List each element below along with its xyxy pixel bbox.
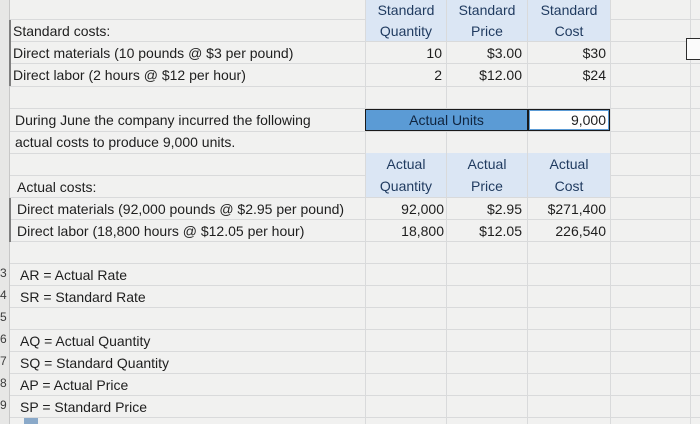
definition-aq[interactable]: AQ = Actual Quantity (20, 333, 151, 349)
actual-quantity-header[interactable] (366, 153, 446, 197)
definition-ar[interactable]: AR = Actual Rate (20, 267, 128, 283)
row-number[interactable]: 8 (0, 376, 7, 390)
standard-cost-header[interactable] (528, 0, 610, 41)
actual-cost-cell[interactable]: $271,400 (547, 201, 606, 217)
actual-price-cell[interactable]: $12.05 (479, 223, 522, 239)
gridline (0, 351, 700, 352)
actual-cost-header[interactable] (528, 153, 610, 197)
gridline (690, 0, 691, 424)
actual-row-label[interactable]: Direct materials (92,000 pounds @ $2.95 per pound) (17, 201, 345, 217)
standard-row-label[interactable]: Direct materials (10 pounds @ $3 per pound) (13, 45, 294, 61)
actual-quantity-cell[interactable]: 18,800 (401, 223, 444, 239)
row-number[interactable]: 4 (0, 288, 7, 302)
header-line: Standard (458, 2, 516, 18)
header-line: Actual (467, 156, 507, 172)
definition-sp[interactable]: SP = Standard Price (20, 399, 147, 415)
actual-units-value: 9,000 (530, 111, 608, 129)
standard-quantity-header[interactable] (366, 0, 446, 41)
definition-ap[interactable]: AP = Actual Price (20, 377, 129, 393)
row-number[interactable]: 7 (0, 354, 7, 368)
header-line: Standard (377, 2, 435, 18)
header-line: Quantity (379, 23, 433, 39)
june-note-line[interactable]: actual costs to produce 9,000 units. (15, 134, 236, 150)
definition-sr[interactable]: SR = Standard Rate (20, 289, 146, 305)
gridline (0, 329, 700, 330)
standard-price-cell[interactable]: $12.00 (479, 67, 522, 83)
gridline (0, 86, 700, 87)
actual-units-cell[interactable] (528, 109, 610, 131)
range-border (9, 198, 11, 242)
actual-row-label[interactable]: Direct labor (18,800 hours @ $12.05 per hour) (17, 223, 305, 239)
actual-costs-title[interactable]: Actual costs: (17, 179, 97, 195)
header-line: Quantity (379, 178, 433, 194)
gridline (0, 263, 700, 264)
gridline (0, 395, 700, 396)
standard-row-label[interactable]: Direct labor (2 hours @ $12 per hour) (13, 67, 246, 83)
actual-quantity-cell[interactable]: 92,000 (401, 201, 444, 217)
standard-price-header[interactable] (447, 0, 527, 41)
actual-price-cell[interactable]: $2.95 (486, 201, 522, 217)
gridline (0, 373, 700, 374)
partial-shape[interactable] (686, 38, 700, 60)
header-line: Actual (386, 156, 426, 172)
header-line: Price (471, 23, 503, 39)
standard-quantity-cell[interactable]: 2 (434, 67, 442, 83)
gridline (0, 285, 700, 286)
standard-price-cell[interactable]: $3.00 (486, 45, 522, 61)
header-line: Standard (540, 2, 598, 18)
definition-sq[interactable]: SQ = Standard Quantity (20, 355, 170, 371)
standard-costs-title[interactable]: Standard costs: (13, 23, 111, 39)
june-note-line[interactable]: During June the company incurred the following (15, 112, 311, 128)
standard-quantity-cell[interactable]: 10 (426, 45, 442, 61)
gridline (0, 307, 700, 308)
gridline (0, 241, 700, 242)
row-number[interactable]: 9 (0, 398, 7, 412)
standard-cost-cell[interactable]: $24 (582, 67, 606, 83)
header-line: Cost (554, 23, 584, 39)
actual-units-label[interactable]: Actual Units (365, 109, 528, 131)
actual-price-header[interactable] (447, 153, 527, 197)
header-line: Cost (554, 178, 584, 194)
standard-cost-cell[interactable]: $30 (582, 45, 606, 61)
gridline (610, 0, 611, 424)
header-line: Price (471, 178, 503, 194)
gridline (0, 197, 700, 198)
range-border (9, 20, 11, 86)
sheet-tab-indicator[interactable] (24, 418, 38, 424)
gridline (0, 219, 700, 220)
row-number[interactable]: 6 (0, 332, 7, 346)
header-line: Actual (549, 156, 589, 172)
row-number[interactable]: 3 (0, 266, 7, 280)
row-number[interactable]: 5 (0, 310, 7, 324)
gridline (0, 417, 700, 418)
gridline (0, 63, 700, 64)
actual-cost-cell[interactable]: 226,540 (555, 223, 606, 239)
